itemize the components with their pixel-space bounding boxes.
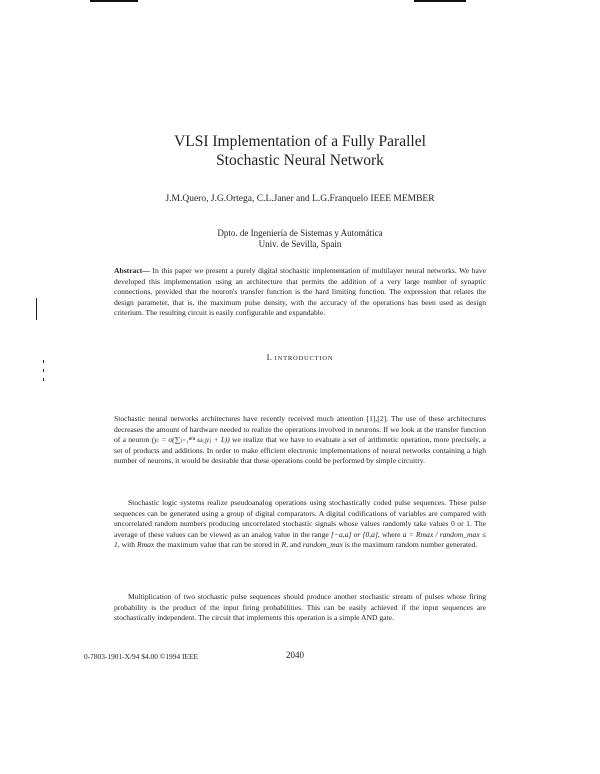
author-list: J.M.Quero, J.G.Ortega, C.L.Janer and L.G.Franquelo IEEE MEMBER xyxy=(165,194,435,204)
p2-text-a: Stochastic logic systems realize pseudoanalog operations using stochastically coded pulse sequences. These pulse sequences can be generated using a group of digital comparators. A digital codifications of variables are compared with uncorrelated random numbers producing uncorrelated stochastic signals whose values randomly take values 0 or 1. The average of these values can be viewed as an analog value in the range xyxy=(114,498,486,539)
title-line-1: VLSI Implementation of a Fully Parallel xyxy=(174,133,426,150)
p1-text-b: we realize that we have to evaluate a set of arithmetic operation, more precisely, a set of products and additions. In order to make efficient electronic implementations of neural networks containing a high number of neurons, it would be desirable that these operations could be performed by simple circuitry. xyxy=(114,435,486,466)
affiliation-line-2: Univ. de Sevilla, Spain xyxy=(258,239,342,249)
neuron-formula: (yᵢ = σ(∑ⱼ₌₁ⁿⁱⁿ ωᵢⱼyⱼ + Iᵢ)) xyxy=(151,435,230,445)
abstract-label: Abstract— xyxy=(114,266,150,275)
p2-randmax: random_max xyxy=(302,540,343,550)
paragraph-3: Multiplication of two stochastic pulse sequences should produce another stochastic stream of pulses whose firing probability is the product of the input firing probabilities. This can be easily achieved if the input sequences are stochastically independent. The circuit that implements this operation is a simple AND gate. xyxy=(114,592,486,623)
p2-text-f: is the maximum random number generated. xyxy=(342,540,478,550)
section-number: I. xyxy=(266,352,273,362)
margin-mark-4 xyxy=(43,378,44,381)
abstract xyxy=(114,266,486,319)
paper-title xyxy=(0,132,600,170)
p2-text-d: the maximum value that can be stored in xyxy=(154,540,282,550)
margin-mark-1 xyxy=(36,298,37,320)
title-line-2: Stochastic Neural Network xyxy=(216,152,384,169)
p2-text-c: , with xyxy=(117,540,137,550)
p2-text-b: , where xyxy=(377,529,403,539)
p2-text-e: , and xyxy=(286,540,303,550)
margin-mark-2 xyxy=(43,360,44,363)
section-heading-introduction xyxy=(0,352,600,362)
copyright-line: 0-7803-1901-X/94 $4.00 ©1994 IEEE xyxy=(84,652,198,661)
top-rule-right xyxy=(414,0,466,2)
p2-rmax: Rmax xyxy=(137,540,155,550)
p2-formula: a = Rmax / random_max ≤ 1 xyxy=(114,529,487,550)
top-rule-left xyxy=(90,0,138,2)
margin-mark-3 xyxy=(43,369,44,372)
p2-r: R xyxy=(281,540,287,550)
section-title: INTRODUCTION xyxy=(274,355,334,362)
affiliation-line-1: Dpto. de Ingeniería de Sistemas y Automática xyxy=(217,228,383,238)
paragraph-2 xyxy=(114,498,486,551)
p1-text-a: Stochastic neural networks architectures have recently received much attention [1],[2]. The use of these architectures decreases the amount of hardware needed to realize the operations involved in neurons. If we look at the transfer function of a neuron xyxy=(114,414,486,445)
affiliation xyxy=(0,228,600,250)
page-number: 2040 xyxy=(286,650,304,660)
p2-range: [−a,a] or [0,a] xyxy=(330,529,378,539)
paragraph-1 xyxy=(114,414,486,467)
abstract-text: In this paper we present a purely digital stochastic implementation of multilayer neural networks. We have developed this implementation using an architecture that permits the addition of a very large number of synaptic connections, provided that the neuron's transfer function is the hard limiting function. The expression that relates the design parameter, that is, the maximum pulse density, with the accuracy of the operations has been used as design criterium. The resulting circuit is easily configurable and expandable. xyxy=(114,266,486,318)
